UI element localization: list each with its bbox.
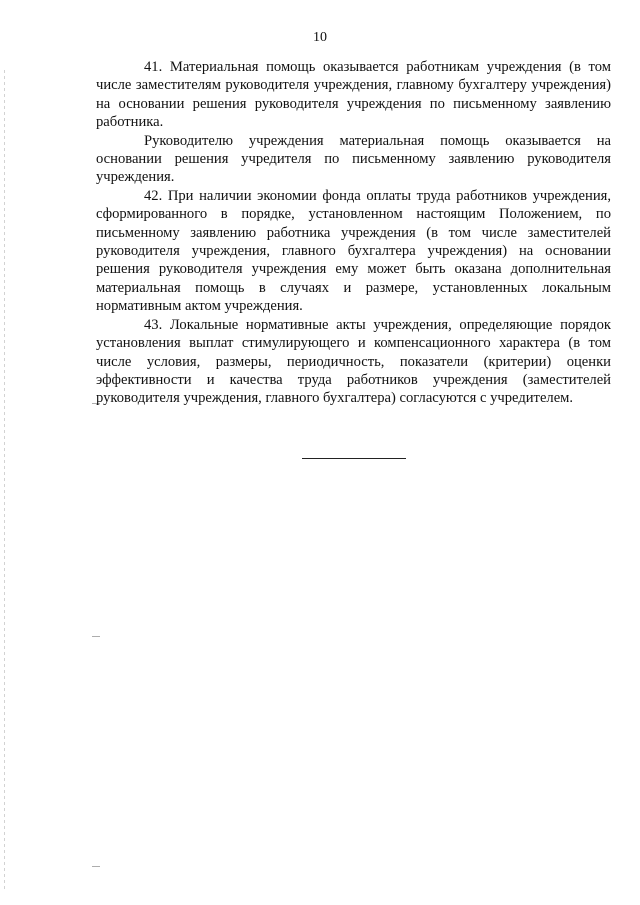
scan-mark: [92, 866, 100, 867]
paragraph-41-director: Руководителю учреждения материальная помощь оказывается на основании решения учредителя по письменному заявлению руководителя учреждения.: [96, 132, 611, 186]
paragraph-43: 43. Локальные нормативные акты учреждения, определяющие порядок установления выплат стимулирующего и компенсационного характера (в том числе условия, размеры, периодичность, показатели (критерии) оценки эффективности и качества труда работников учреждения (заместителей руководителя учреждения, главного бухгалтера) согласуются с учредителем.: [96, 316, 611, 407]
paragraph-41: 41. Материальная помощь оказывается работникам учреждения (в том числе заместителям руководителя учреждения, главному бухгалтеру учреждения) на основании решения руководителя учреждения по письменному заявлению работника.: [96, 59, 611, 131]
paragraph-42: 42. При наличии экономии фонда оплаты труда работников учреждения, сформированного в порядке, установленном настоящим Положением, по письменному заявлению работника учреждения (в том числе заместителей руководителя учреждения, главного бухгалтера учреждения) на основании решения руководителя учреждения ему может быть оказана дополнительная материальная помощь в случаях и размере, установленных локальным нормативным актом учреждения.: [96, 187, 611, 315]
scan-margin-artifact: [4, 70, 6, 890]
page-number: 10: [313, 30, 327, 45]
end-separator-line: [302, 458, 406, 459]
document-body: [96, 58, 611, 408]
scan-mark: [92, 636, 100, 637]
